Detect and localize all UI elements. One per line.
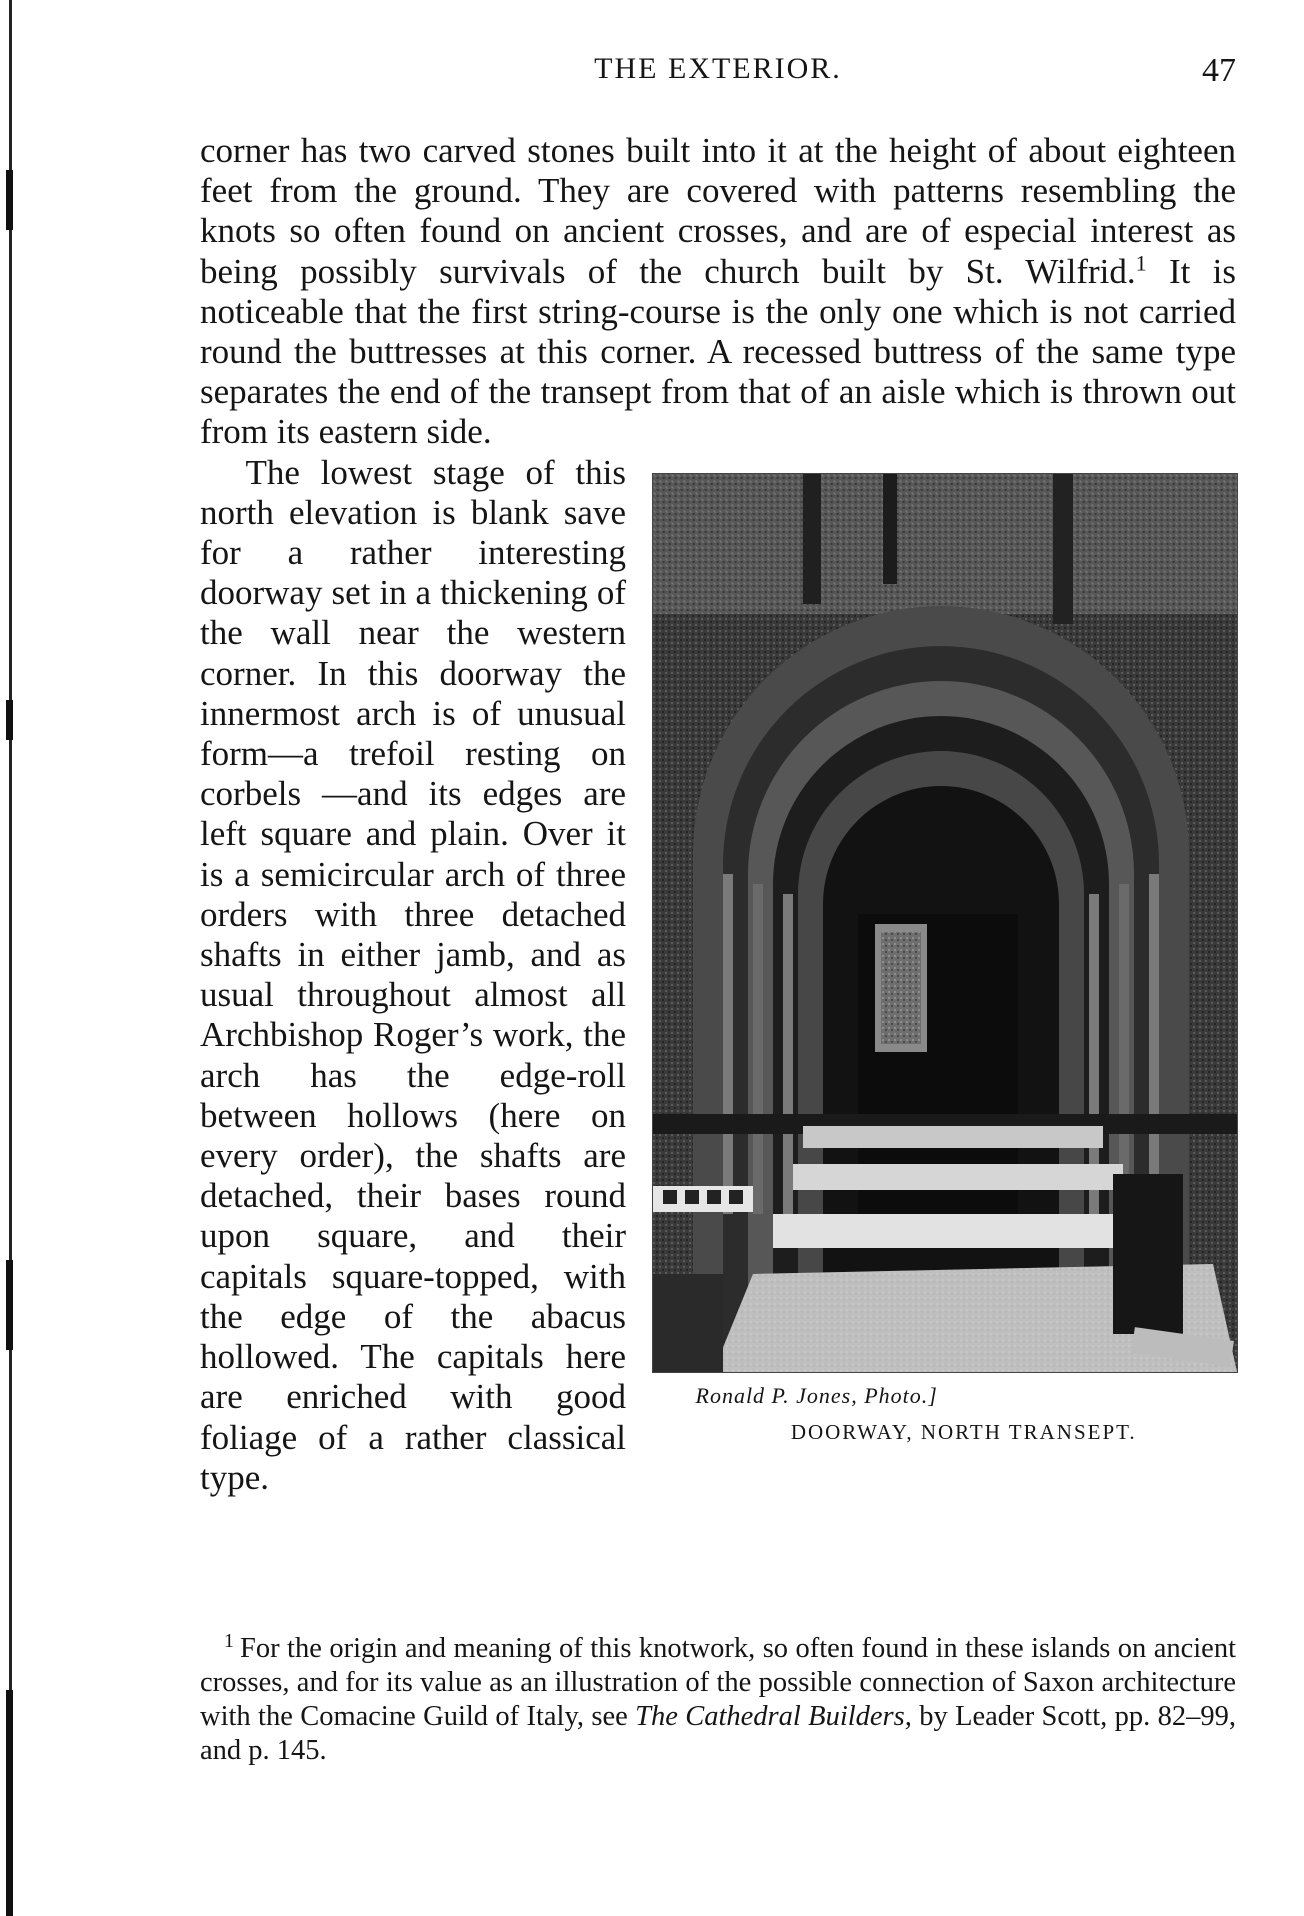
body-text [200,131,1236,1498]
photo-credit: Ronald P. Jones, Photo.] [695,1382,938,1408]
footnote-book-title: The Cathedral Builders, [635,1701,912,1732]
paragraph-1 [200,131,1236,453]
page-number: 47 [1202,52,1236,89]
paragraph-2-text: The lowest stage of this north elevation is blank save for a rather interesting doorway set in a thickening of the wall near the western corner. In this doorway the innermost arch is of unusual form—a trefoil resting on corbels —and its edges are left square and plain. Over it is a semicircular arch of three orders with three detached shafts in either jamb, and as usual throughout almost all Archbishop Roger’s work, the arch has the edge-roll between hollows (here on every order), the shafts are detached, their bases round upon square, and their capitals square-topped, with the edge of the abacus hollowed. The capitals here are enriched with good foliage of a rather classical type. [200,452,626,1497]
figure [646,473,1236,1445]
footnote-reference: 1 [1135,249,1147,275]
figure-caption: DOORWAY, NORTH TRANSEPT. [790,1419,1137,1444]
binding-edge [0,0,14,1916]
paragraph-1-text: corner has two carved stones built into it at the height of about eighteen feet from the ground. They are covered with patterns resembling the knots so often found on ancient crosses, and are of especial interest as being possibly survivals of the church built by St. Wilfrid. [200,131,1236,291]
footnote [200,1629,1236,1768]
footnote-text-end: by Leader Scott, pp. 82–99, and p. 145. [200,1701,1236,1766]
footnote-text: For the origin and meaning of this knotwork, so often found in these islands on ancient crosses, and for its value as an illustration of the possible connection of Saxon architecture with the Comacine Guild of Italy, see [200,1633,1236,1732]
running-head: THE EXTERIOR. [594,52,842,85]
paragraph-1-continued: It is noticeable that the first string-course is the only one which is not carried round the buttresses at this corner. A recessed buttress of the same type separates the end of the transept from that of an aisle which is thrown out from its eastern side. [200,251,1236,452]
paragraph-2 [200,453,1236,1498]
page-header [200,52,1236,92]
doorway-photo [652,473,1238,1373]
footnote-number: 1 [224,1629,234,1652]
